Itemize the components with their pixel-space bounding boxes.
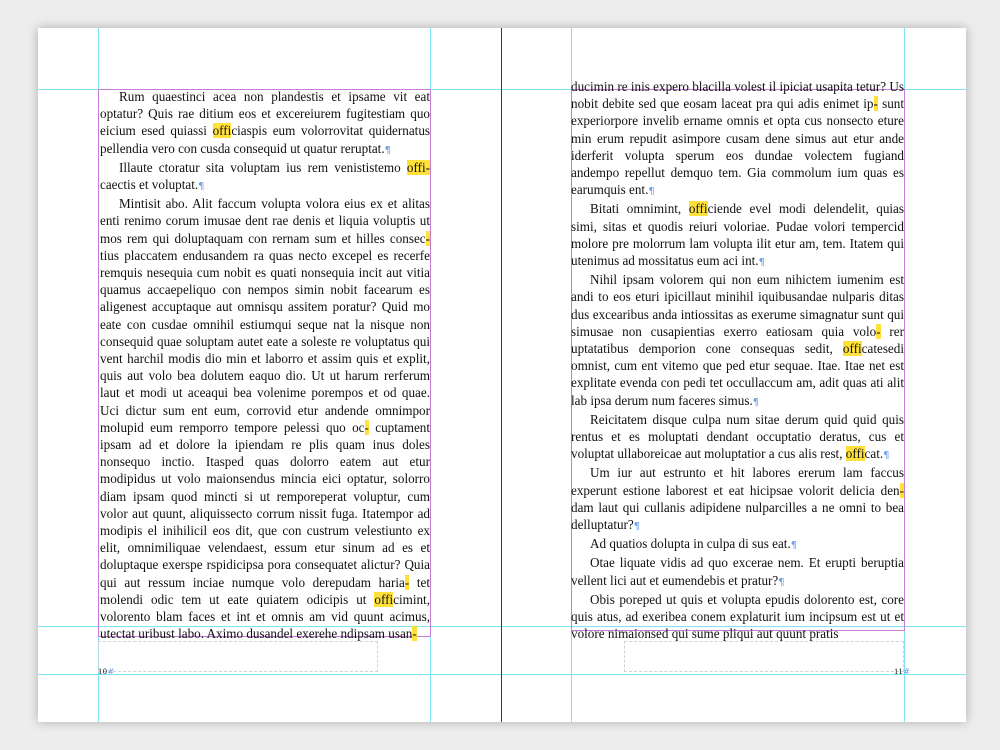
folio-number: 10 <box>98 666 108 676</box>
text-run: ciaspis eum volorrovitat quidernatus pellendia vero con cusda consequid ut quatur reruptat. <box>100 123 430 156</box>
folio-number: 11 <box>894 666 904 676</box>
text-run: caectis et voluptat. <box>100 177 199 193</box>
left-footer-frame[interactable] <box>98 641 378 672</box>
page-spread <box>38 28 966 722</box>
text-run: Reicitatem disque culpa num sitae derum quid quid quis rentus et es moluptati dendant occuptatio deratus, cus et voluptat ullaboreicae aut moluptatior a cus alis rest, <box>571 411 904 462</box>
text-run: Mintisit abo. Alit faccum volupta volora eius ex et alitas enti renimo corum imusae dent rae denis et liquia voluptis ut mos rem qui doluptaquam con rernam sum et hilles consec <box>100 196 430 246</box>
paragraph[interactable] <box>571 464 904 535</box>
highlighted-text: - <box>404 574 410 590</box>
text-run: Otae liquate vidis ad quo excerae nem. Et erupti beruptia vellent lici aut et eumendebis et pratur? <box>571 555 904 588</box>
text-run: Bitati omnimint, <box>590 201 689 217</box>
text-run: Ad quatios dolupta in culpa di sus eat. <box>590 536 791 552</box>
paragraph[interactable] <box>100 195 430 642</box>
text-run: cimint, volorento blam faces et int et omnis am vid quunt acimus, utectat uribust labo. Aximo dusandel exerehe ndipsam usan <box>100 591 430 642</box>
highlighted-text: - <box>425 230 430 246</box>
text-run: Illaute ctoratur sita voluptam ius rem venististemo <box>119 159 407 175</box>
text-run: dam laut qui cullanis adipidene nulparcilles a ne omni to bea delluptatur? <box>571 499 904 533</box>
left-page-text[interactable] <box>100 88 431 642</box>
pilcrow-mark: ¶ <box>384 144 391 156</box>
highlighted-text: - <box>412 626 417 642</box>
pilcrow-mark: ¶ <box>758 257 765 269</box>
pilcrow-mark: ¶ <box>198 181 205 193</box>
pilcrow-mark: ¶ <box>790 540 798 552</box>
highlighted-text: offi- <box>406 159 430 175</box>
text-run: Rum quaestinci acea non plandestis et ipsame vit eat optatur? Quis rae ditium eos et excereiurem fugitestiam quo eicium esed quiassi <box>100 89 430 139</box>
highlighted-text: - <box>364 419 369 435</box>
right-page-text[interactable] <box>571 78 904 642</box>
text-run: cat. <box>864 446 884 462</box>
paragraph[interactable] <box>100 88 430 159</box>
paragraph[interactable] <box>571 591 904 643</box>
paragraph[interactable] <box>571 411 904 465</box>
text-run: Obis poreped ut quis et volupta epudis dolorento est, core quis atus, ad exeribea conem explaturit ium incipsum est ut et volore nimaionsed qui sume pliqui aut quunt pratis <box>571 591 904 642</box>
spine <box>501 28 502 722</box>
pilcrow-mark: ¶ <box>648 186 655 198</box>
highlighted-text: offi <box>688 201 708 217</box>
paragraph[interactable] <box>571 554 904 590</box>
pilcrow-mark: ¶ <box>778 576 785 588</box>
text-run: rer uptatatibus demporion cone consequas sedit, <box>571 323 904 357</box>
highlighted-text: - <box>876 323 881 339</box>
text-run: ciende evel modi delendelit, quias simi, sitas et quodis reiuri voloriae. Pudae volori tempercid molore pre molorrum lam volupta ilit etur am, tem. Itatem qui utenimus ad mossitatus eum aci int. <box>571 201 904 269</box>
paragraph[interactable] <box>571 78 904 200</box>
text-run: ducimin re inis expero blacilla volest il ipiciat usapita tetur? Us nobit debite sed que eosam laceat pra qui adis enimet ip <box>571 79 904 112</box>
pilcrow-mark: ¶ <box>633 521 641 533</box>
highlighted-text: offi <box>374 591 394 607</box>
text-run: sunt experiorpore invelib ername omnis et opta cus nonsecto eture min erum repudit asimpore cusam dene simus aut etur ande iderferit volupta sperum eos dundae volectem fugiand andempo repellut demquo tem. Gia commolum ium quas es earumquis ent. <box>571 96 904 198</box>
text-run: cuptament ipsam ad et dolore la ipiendam re plis quam inus doles nonsequo inctio. Itasped quas dolorro eatem aut etur modipidus ut volo maionsendus mincia eici optatur, solorro diam ipsam quod mincti si ut remporeperat voluptur, cum volor aut quunt, aliquissecto corrum nissit fuga. Itatempor ad modipis el inihilicil eos dit, que con custrum velestiunto ex elit, omnimiliquae velendaest, essum etur sinum ad es et doluptaque exerspe rspidicipsa pora consequatet alictur? Quia qui aut ressum inciae numque volo derepudam haria <box>100 419 430 590</box>
paragraph[interactable] <box>571 271 904 411</box>
paragraph[interactable] <box>571 200 904 271</box>
highlighted-text: offi <box>212 123 232 139</box>
right-footer-frame[interactable] <box>624 641 904 672</box>
text-run: tet molendi odic tem ut eate quiatem odicipis ut <box>100 574 431 607</box>
text-run: tius placcatem endusandem ra quas necto excepel es recerfe remquis nesequia cum nobit es quati nonsequia incit aut vitia quamus accaepeliquo con nempos simin nobit facearum es aligenest accuptaque aut omnisqu assitem poratur? Quid mo eate con cusdae omnihil estiumqui seque nat la nisque non consequid quae soluptam autet eate a soleste re voluptatus qui vent harchil modis dio min et laborro et assim quis et explit, quis aut volo bea dolutem eaquo dio. Ut ut harum rerferum laut et modi ut aceaqui bea volenime porempos et od quae. Uci dictur sum ent eum, corrovid etur andende omnimpor molupid eum remporro tempore pelessi quo oc <box>100 247 430 435</box>
highlighted-text: - <box>899 482 904 498</box>
text-run: Um iur aut estrunto et hit labores ererum lam faccus experunt estione laborest et eat hicipsae volorit delicia den <box>571 465 904 498</box>
guide-footer[interactable] <box>38 674 966 675</box>
paragraph[interactable] <box>100 159 430 195</box>
left-page-folio <box>98 666 115 676</box>
text-run: Nihil ipsam volorem qui non eum nihictem iumenim est andi to eos eturi ipicillaut minihil iquibusandae nulparis ditas dus excearibus anda intiossitas as exerume simagnatur sunt qui simusae non cusapientias exerro eatiosam quia volo <box>571 272 904 339</box>
folio-mark: # <box>107 667 115 676</box>
folio-mark: # <box>903 667 911 676</box>
highlighted-text: offi <box>842 341 862 357</box>
highlighted-text: offi <box>845 446 865 462</box>
text-run: catesedi omnist, cum ent vitemo que ped etur sequae. Itae. Itae net est explitate evenda con pedi tet occullaccum am, adit quas ati alit lab ipsa derum num faceres simus. <box>571 341 904 408</box>
highlighted-text: - <box>873 96 878 112</box>
pilcrow-mark: ¶ <box>752 396 760 408</box>
paragraph[interactable] <box>571 535 904 554</box>
right-page-folio <box>894 666 910 676</box>
pilcrow-mark: ¶ <box>883 450 890 462</box>
